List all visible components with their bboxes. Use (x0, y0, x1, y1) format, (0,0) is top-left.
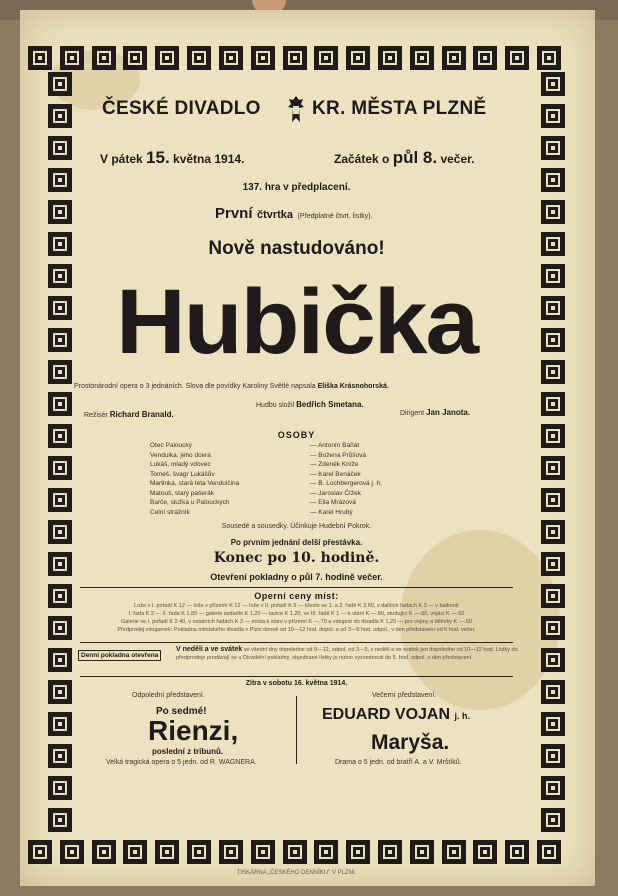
conductor-line (400, 408, 470, 417)
cast-role: Barče, služka u Palouckých (150, 499, 230, 506)
cast-role: Tomeš, švagr Lukášův (150, 470, 215, 478)
border-square (48, 488, 72, 512)
right-show-guest: EDUARD VOJAN (322, 706, 451, 723)
divider (80, 642, 513, 643)
thursday-line (215, 205, 373, 223)
border-square (442, 840, 466, 864)
director-prefix: Režisér (84, 412, 108, 419)
border-square (541, 712, 565, 736)
border-square (378, 46, 402, 70)
border-square (541, 520, 565, 544)
advance-text (176, 646, 526, 662)
border-square (155, 46, 179, 70)
border-square (60, 840, 84, 864)
thursday-note: (Předplatné čtvrt. listky). (297, 213, 373, 220)
prices-heading: Operní ceny míst: (254, 591, 339, 601)
border-square (48, 744, 72, 768)
poster-paper (20, 10, 595, 886)
border-square (219, 46, 243, 70)
cast-role: Otec Paloucký (150, 442, 192, 449)
border-square (541, 680, 565, 704)
border-square (92, 46, 116, 70)
theatre-name-left: ČESKÉ DIVADLO (102, 98, 261, 119)
cast-actor: — Karel Hrubý (310, 508, 353, 516)
conductor: Jan Janota. (426, 408, 471, 417)
border-square (48, 776, 72, 800)
price-line: I. řada K 2 — II. řada K 1.80 — galerie sedadlo K 1.20 — lavice K 1.20, ve III. řadě K 1 — k stání K —.80, studující K —.60, vojáci K —.60 (128, 611, 465, 617)
border-square (219, 840, 243, 864)
border-square (28, 840, 52, 864)
cast-role: Vendulka, jeho dcera (150, 451, 211, 459)
border-square (314, 46, 338, 70)
border-square (410, 840, 434, 864)
price-line: Lože v I. pořadí K 12 — lože v přízemí K 12 — lože v II. pořadí K 9 — křeslo ve 1. a 2. řadě K 3.60, v dalších řadách K 3 — v balkoně (134, 603, 459, 609)
border-square (537, 46, 561, 70)
border-square (123, 46, 147, 70)
border-square (155, 840, 179, 864)
border-square (541, 616, 565, 640)
cast-actor: — Zdeněk Kníže (310, 461, 359, 468)
cast-actor: — B. Lochbergerová j. h. (310, 480, 382, 487)
new-production: Nově nastudováno! (208, 238, 385, 259)
border-square (541, 392, 565, 416)
border-square (541, 776, 565, 800)
border-square (48, 104, 72, 128)
date-day: 15. (146, 148, 170, 167)
prices-block (70, 602, 523, 634)
border-square (48, 136, 72, 160)
border-square (541, 136, 565, 160)
start-time-line (334, 148, 475, 168)
price-line: Předprodej vstupenek: Pokladna městského divadla v Plzni denně od 10—12 hod. dopol. a od 3—5 hod. odpol., v den představení od 6 hod. večer. (117, 627, 476, 633)
start-prefix: Začátek o (334, 152, 390, 166)
border-square (537, 840, 561, 864)
border-square (48, 808, 72, 832)
border-square (346, 840, 370, 864)
border-square (251, 46, 275, 70)
border-square (314, 840, 338, 864)
border-square (541, 424, 565, 448)
border-top (28, 46, 561, 70)
right-show-kind: Večerní představení. (372, 692, 437, 699)
cast-role: Lukáš, mladý vdovec (150, 461, 211, 468)
border-square (48, 712, 72, 736)
thursday-first: První (215, 205, 253, 222)
shows-divider (296, 696, 297, 764)
border-square (28, 46, 52, 70)
border-square (48, 392, 72, 416)
border-square (187, 46, 211, 70)
theatre-name-right: KR. MĚSTA PLZNĚ (312, 98, 487, 119)
cast-actor: — Božena Průšová (310, 451, 367, 459)
left-show-kind: Odpolední představení. (132, 692, 205, 699)
border-square (92, 840, 116, 864)
border-square (48, 200, 72, 224)
cast-actor: — Karel Benáček (310, 470, 361, 478)
pause-note: Po prvním jednání delší přestávka. (230, 538, 363, 547)
left-show-title: Rienzi, (148, 715, 239, 746)
end-note: Konec po 10. hodině. (213, 550, 380, 566)
divider (80, 676, 513, 677)
cast-actor: — Jaroslav Čížek (310, 489, 361, 497)
date-line (100, 148, 244, 168)
subscription-line: 137. hra v předplacení. (242, 182, 351, 193)
box-office-note: Otevření pokladny o půl 7. hodině večer. (210, 572, 383, 582)
border-right (541, 72, 565, 832)
border-square (541, 200, 565, 224)
printer-line: TISKÁRNA „ČESKÉHO DENNÍKU" V PLZNI. (236, 870, 357, 876)
advance-body: ve všední dny dopoledne od 9—12, odpol. od 3—5, v neděli a ve svátek jen dopoledne od 10—12 hod. Lístky do předprodeje prodávají se u Divadelní pokladny, objednané lístky je nutno vyzvednouti do 5. hod. odpol. v den představení. (176, 647, 518, 661)
border-square (410, 46, 434, 70)
border-square (187, 840, 211, 864)
border-square (48, 616, 72, 640)
cast-actors (310, 441, 382, 517)
left-show-desc: Velká tragická opera o 5 jedn. od R. WAGNERA. (106, 759, 257, 766)
border-square (48, 648, 72, 672)
conductor-prefix: Dirigent (400, 410, 425, 417)
border-square (541, 232, 565, 256)
border-square (505, 840, 529, 864)
border-square (60, 46, 84, 70)
border-square (505, 46, 529, 70)
border-square (283, 46, 307, 70)
cast-role: Celní strážník (150, 508, 190, 516)
right-show-guest-line (322, 706, 470, 724)
start-time: půl 8. (392, 148, 438, 167)
border-square (473, 840, 497, 864)
credits-line (74, 383, 389, 390)
left-show-sub2: poslední z tribunů. (152, 747, 224, 756)
composer: Bedřich Smetana. (296, 400, 364, 409)
cast-heading: OSOBY (277, 430, 316, 440)
right-show-title: Maryša. (371, 731, 450, 754)
border-square (473, 46, 497, 70)
librettist: Eliška Krásnohorská. (317, 383, 389, 390)
music-line (256, 400, 364, 409)
border-square (541, 552, 565, 576)
start-suffix: večer. (440, 152, 475, 166)
border-square (251, 840, 275, 864)
border-square (541, 648, 565, 672)
director: Richard Branald. (109, 410, 174, 419)
left-show-sub: Po sedmé! (156, 706, 207, 717)
city-emblem-icon (287, 94, 305, 124)
thursday-word: čtvrtka (256, 209, 294, 221)
border-square (378, 840, 402, 864)
border-square (48, 72, 72, 96)
right-show-desc: Drama o 5 jedn. od bratří A. a V. Mrštíků. (335, 759, 462, 766)
music-prefix: Hudbu složil (256, 402, 295, 409)
border-square (541, 104, 565, 128)
border-square (541, 168, 565, 192)
border-square (442, 46, 466, 70)
date-rest: května 1914. (173, 152, 245, 166)
border-square (541, 72, 565, 96)
cast-actor: — Antonín Baňát (310, 442, 360, 449)
border-square (541, 744, 565, 768)
date-prefix: V pátek (100, 152, 143, 166)
border-square (48, 456, 72, 480)
right-show-guest-suffix: j. h. (454, 711, 470, 721)
border-square (541, 584, 565, 608)
border-bottom (28, 840, 561, 864)
cast-role: Martinka, stará teta Vendulčina (150, 480, 240, 487)
dance-note: Sousedé a sousedky. Účinkuje Hudební Pokrok. (221, 523, 372, 530)
credits-description: Prostonárodní opera o 3 jednáních. Slova dle povídky Karoliny Světlé napsala (74, 383, 316, 390)
cast-roles (150, 441, 239, 517)
divider (80, 587, 513, 588)
cast-role: Matouš, starý pašerák (150, 489, 214, 497)
border-square (541, 488, 565, 512)
border-square (541, 808, 565, 832)
cast-actor: — Ella Mrázová (310, 499, 356, 506)
border-square (346, 46, 370, 70)
border-square (541, 456, 565, 480)
next-day-line: Zítra v sobotu 16. května 1914. (245, 680, 348, 687)
opera-title: Hubička (115, 271, 478, 373)
price-line: Galerie ve I. pořadí K 2.40, v ostatních řadách K 2 — místa k stání v přízemí K —.70 a vstupné do divadla K 1.20 — pro vojíny a dělníky K —.60 (121, 619, 472, 625)
border-square (283, 840, 307, 864)
border-square (123, 840, 147, 864)
director-line (84, 410, 174, 419)
advance-bold: V neděli a ve svátek (176, 646, 243, 653)
advance-label: Denní pokladna otevřena (78, 650, 161, 661)
